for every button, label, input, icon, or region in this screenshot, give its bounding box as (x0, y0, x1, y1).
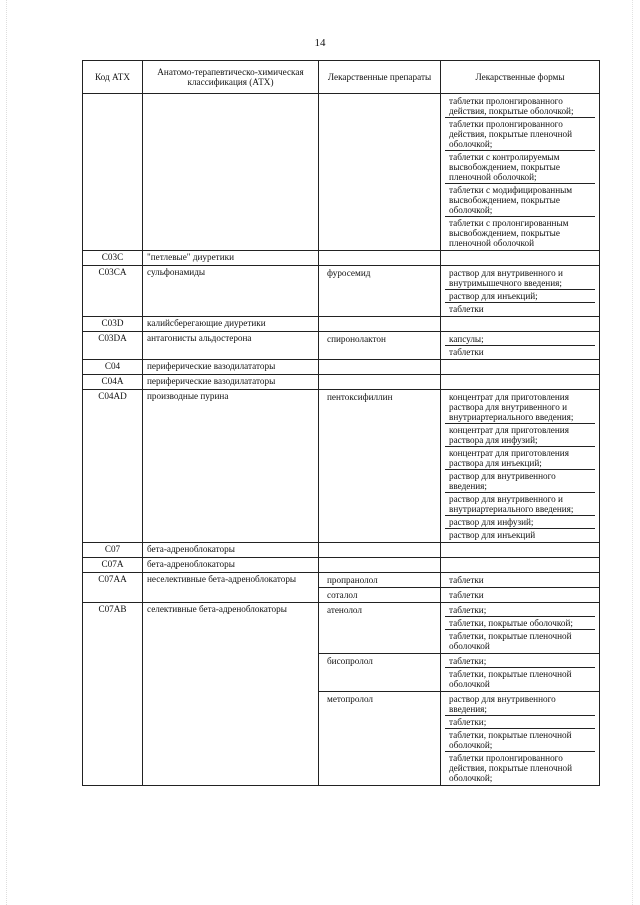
atx-code: C03DA (83, 332, 143, 360)
dosage-form: таблетки с пролонгированным высвобождением, покрытые пленочной оболочкой (445, 216, 595, 249)
drug-cell (319, 375, 441, 390)
drug-name: соталол (327, 590, 358, 600)
drug-cell (319, 317, 441, 332)
dosage-form: таблетки, покрытые пленочной оболочкой (445, 667, 595, 690)
forms-cell (441, 558, 600, 573)
forms-cell (441, 360, 600, 375)
atx-classification: сульфонамиды (143, 266, 319, 317)
drug-cell (319, 692, 441, 786)
atx-code: C04AD (83, 390, 143, 543)
dosage-form: концентрат для приготовления раствора для инфузий; (445, 423, 595, 446)
empty-form (445, 318, 595, 330)
forms-cell (441, 654, 600, 692)
atx-classification: калийсберегающие диуретики (143, 317, 319, 332)
dosage-form: таблетки, покрытые пленочной оболочкой; (445, 728, 595, 751)
header-drugs: Лекарственные препараты (319, 61, 441, 94)
table-row (83, 360, 600, 375)
scan-edge-right (632, 0, 634, 905)
drug-name: спиронолактон (327, 334, 386, 344)
atx-code: C03C (83, 251, 143, 266)
table-row (83, 94, 600, 251)
forms-cell (441, 603, 600, 654)
atx-classification: неселективные бета-адреноблокаторы (143, 573, 319, 603)
drug-cell (319, 558, 441, 573)
forms-cell (441, 543, 600, 558)
atx-code: C07 (83, 543, 143, 558)
drug-name: бисопролол (327, 656, 373, 666)
atx-classification (143, 94, 319, 251)
dosage-form: таблетки (449, 590, 484, 600)
table-row (83, 543, 600, 558)
atx-code: C04 (83, 360, 143, 375)
drug-name: пентоксифиллин (327, 392, 393, 402)
dosage-form: концентрат для приготовления раствора для внутривенного и внутриартериального введения; (449, 392, 574, 422)
dosage-form: раствор для внутривенного введения; (449, 694, 556, 714)
atx-code: C07AB (83, 603, 143, 786)
drug-cell (319, 573, 441, 588)
dosage-form: таблетки пролонгированного действия, покрытые оболочкой; (449, 96, 574, 116)
dosage-form: таблетки (445, 302, 595, 315)
page-number: 14 (314, 37, 326, 49)
scan-edge-left (6, 0, 8, 905)
forms-cell (441, 375, 600, 390)
forms-cell (441, 317, 600, 332)
forms-cell (441, 588, 600, 603)
atx-classification: периферические вазодилататоры (143, 360, 319, 375)
atx-classification: производные пурина (143, 390, 319, 543)
table-row (83, 332, 600, 360)
atx-code (83, 94, 143, 251)
drug-cell (319, 360, 441, 375)
atx-classification: периферические вазодилататоры (143, 375, 319, 390)
dosage-form: таблетки, покрытые оболочкой; (445, 616, 595, 629)
table-row (83, 558, 600, 573)
header-forms: Лекарственные формы (441, 61, 600, 94)
table-row (83, 390, 600, 543)
forms-cell (441, 94, 600, 251)
drug-cell (319, 543, 441, 558)
dosage-form: таблетки пролонгированного действия, покрытые пленочной оболочкой; (445, 117, 595, 150)
forms-cell (441, 332, 600, 360)
drug-name: метопролол (327, 694, 374, 704)
header-code: Код АТХ (83, 61, 143, 94)
drug-cell (319, 332, 441, 360)
atx-classification: "петлевые" диуретики (143, 251, 319, 266)
table-row (83, 603, 600, 654)
empty-form (445, 252, 595, 264)
dosage-form: раствор для внутривенного и внутримышечного введения; (449, 268, 563, 288)
drug-cell (319, 654, 441, 692)
drug-cell (319, 251, 441, 266)
drug-cell (319, 603, 441, 654)
forms-cell (441, 692, 600, 786)
dosage-form: капсулы; (449, 334, 484, 344)
table-row (83, 266, 600, 317)
drug-cell (319, 94, 441, 251)
dosage-form: концентрат для приготовления раствора для инъекций; (445, 446, 595, 469)
atx-code: C03D (83, 317, 143, 332)
empty-form (445, 376, 595, 388)
dosage-form: таблетки; (445, 715, 595, 728)
forms-cell (441, 573, 600, 588)
dosage-form: раствор для инъекций; (445, 289, 595, 302)
dosage-form: таблетки с контролируемым высвобождением, покрытые пленочной оболочкой; (445, 150, 595, 183)
dosage-form: раствор для инъекций (445, 528, 595, 541)
atx-classification: бета-адреноблокаторы (143, 558, 319, 573)
table-row (83, 375, 600, 390)
atx-classification: антагонисты альдостерона (143, 332, 319, 360)
atx-table (82, 60, 600, 786)
table-row (83, 573, 600, 588)
forms-cell (441, 390, 600, 543)
atx-classification: бета-адреноблокаторы (143, 543, 319, 558)
table-body (83, 94, 600, 786)
atx-code: C07A (83, 558, 143, 573)
empty-form (445, 544, 595, 556)
dosage-form: раствор для инфузий; (445, 515, 595, 528)
empty-form (445, 559, 595, 571)
dosage-form: раствор для внутривенного и внутриартериального введения; (445, 492, 595, 515)
dosage-form: таблетки; (449, 605, 487, 615)
drug-name: атенолол (327, 605, 362, 615)
dosage-form: таблетки; (449, 656, 487, 666)
drug-cell (319, 266, 441, 317)
drug-cell (319, 588, 441, 603)
atx-code: C04A (83, 375, 143, 390)
dosage-form: таблетки пролонгированного действия, покрытые пленочной оболочкой; (445, 751, 595, 784)
dosage-form: таблетки, покрытые пленочной оболочкой (445, 629, 595, 652)
drug-name: фуросемид (327, 268, 371, 278)
drug-name (323, 95, 436, 97)
dosage-form: таблетки с модифицированным высвобождением, покрытые оболочкой; (445, 183, 595, 216)
drug-name: пропранолол (327, 575, 378, 585)
table-row (83, 251, 600, 266)
forms-cell (441, 266, 600, 317)
atx-classification: селективные бета-адреноблокаторы (143, 603, 319, 786)
table-row (83, 317, 600, 332)
dosage-form: таблетки (449, 575, 484, 585)
forms-cell (441, 251, 600, 266)
empty-form (445, 361, 595, 373)
atx-code: C03CA (83, 266, 143, 317)
dosage-form: таблетки (445, 345, 595, 358)
header-row (83, 61, 600, 94)
atx-code: C07AA (83, 573, 143, 603)
drug-cell (319, 390, 441, 543)
header-classification: Анатомо-терапевтическо-химическая классификация (АТХ) (143, 61, 319, 94)
dosage-form: раствор для внутривенного введения; (445, 469, 595, 492)
table-header (83, 61, 600, 94)
